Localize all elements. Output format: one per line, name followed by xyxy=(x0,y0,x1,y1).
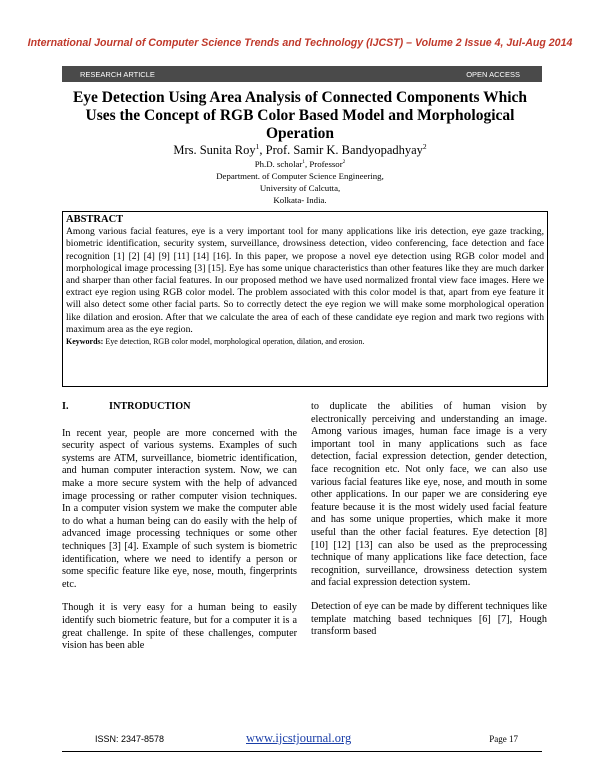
column-right xyxy=(311,401,547,650)
author-1: Mrs. Sunita Roy xyxy=(173,143,256,157)
footer-rule xyxy=(62,751,542,752)
journal-link[interactable]: www.ijcstjournal.org xyxy=(246,731,352,745)
author-2: , Prof. Samir K. Bandyopadhyay xyxy=(259,143,423,157)
abstract-box xyxy=(62,211,548,387)
paragraph: to duplicate the abilities of human vision by electronically perceiving and understanding an image. Among various images, human face image is a very important tool in many applications such as face detection, facial expression detection, gender detection, face recognition etc. Not only face, we can also use various facial features like eye, nose, and mouth in some other applications. In our paper we are considering eye feature because it is the most widely used facial feature and has some unique properties, which make it more useful than the other facial features. Eye detection [8] [10] [12] [13] can also be used as the preprocessing technique of many applications like face detection, face recognition, surveillance, drowsiness detection system and facial expression detection system. xyxy=(311,401,547,589)
role-2: , Professor xyxy=(305,159,343,169)
paper-title: Eye Detection Using Area Analysis of Connected Components Which Uses the Concept of RGB Color Based Model and Morphological Operation xyxy=(72,89,528,142)
page-number: Page 17 xyxy=(489,734,518,744)
role-1-sup: 1 xyxy=(302,159,305,166)
keywords-text: Eye detection, RGB color model, morphological operation, dilation, and erosion. xyxy=(103,337,365,347)
university: University of Calcutta, xyxy=(259,183,341,193)
section-title: INTRODUCTION xyxy=(109,401,191,412)
article-banner xyxy=(62,66,542,82)
author-2-sup: 2 xyxy=(422,141,427,151)
paragraph: In recent year, people are more concerned with the security aspect of various systems. Examples of such systems are ATM, surveillance, biometric identification, and human computer interaction system. Now, we can make a more secure system with the help of advanced image processing or rather computer vision techniques. In a computer vision system we make the computer able to do what a human being can do easily with the help of advanced image processing techniques or some other techniques [3] [4]. Example of such system is biometric identification, where we need to identify a person or some specific feature like eye, nose, mouth, fingerprints etc. xyxy=(62,427,297,590)
open-access-label: OPEN ACCESS xyxy=(466,70,520,79)
issn: ISSN: 2347-8578 xyxy=(95,734,165,744)
abstract-heading: ABSTRACT xyxy=(66,214,124,225)
author-roles xyxy=(60,158,540,170)
page-footer xyxy=(60,731,540,747)
section-heading xyxy=(62,401,297,414)
city: Kolkata- India. xyxy=(273,195,327,205)
paragraph: Detection of eye can be made by different techniques like template matching based techniques [6] [7], Hough transform based xyxy=(311,600,547,638)
author-1-sup: 1 xyxy=(255,141,260,151)
affiliation xyxy=(60,158,540,206)
article-type-label: RESEARCH ARTICLE xyxy=(80,70,155,79)
keywords xyxy=(66,336,544,347)
journal-header: International Journal of Computer Science Trends and Technology (IJCST) – Volume 2 Issue 4, Jul-Aug 2014 xyxy=(27,37,573,49)
authors xyxy=(60,143,540,158)
section-number: I. xyxy=(62,401,69,412)
abstract-text: Among various facial features, eye is a very important tool for many applications like iris detection, eye gaze tracking, biometric identification, security system, surveillance, drowsiness detection, video conferencing, face detection and face recognition [1] [2] [4] [9] [11] [14] [16]. In this paper, we propose a novel eye detection using RGB color model and morphological image processing [3] [15]. Eye has some unique characteristics than other features like they are much darker and sharper than other facial features. In our proposed method we have used normalized frontal view face images. Here we extract eye region using RGB color model. The problem associated with this color model is that, apart from eye feature it will also detect some other facial parts. So to correctly detect the eye region we will make some morphological operation like dilation and erosion. After that we calculate the area of each of these candidate eye region and mark two regions with maximum area as the eye region. xyxy=(66,226,544,335)
keywords-label: Keywords: xyxy=(66,337,104,347)
department: Department. of Computer Science Engineering, xyxy=(216,171,384,181)
column-left xyxy=(62,401,297,664)
role-2-sup: 2 xyxy=(342,159,346,166)
role-1: Ph.D. scholar xyxy=(254,159,303,169)
paragraph: Though it is very easy for a human being to easily identify such biometric feature, but for a computer it is a great challenge. In spite of these challenges, computer vision has been able xyxy=(62,602,297,652)
